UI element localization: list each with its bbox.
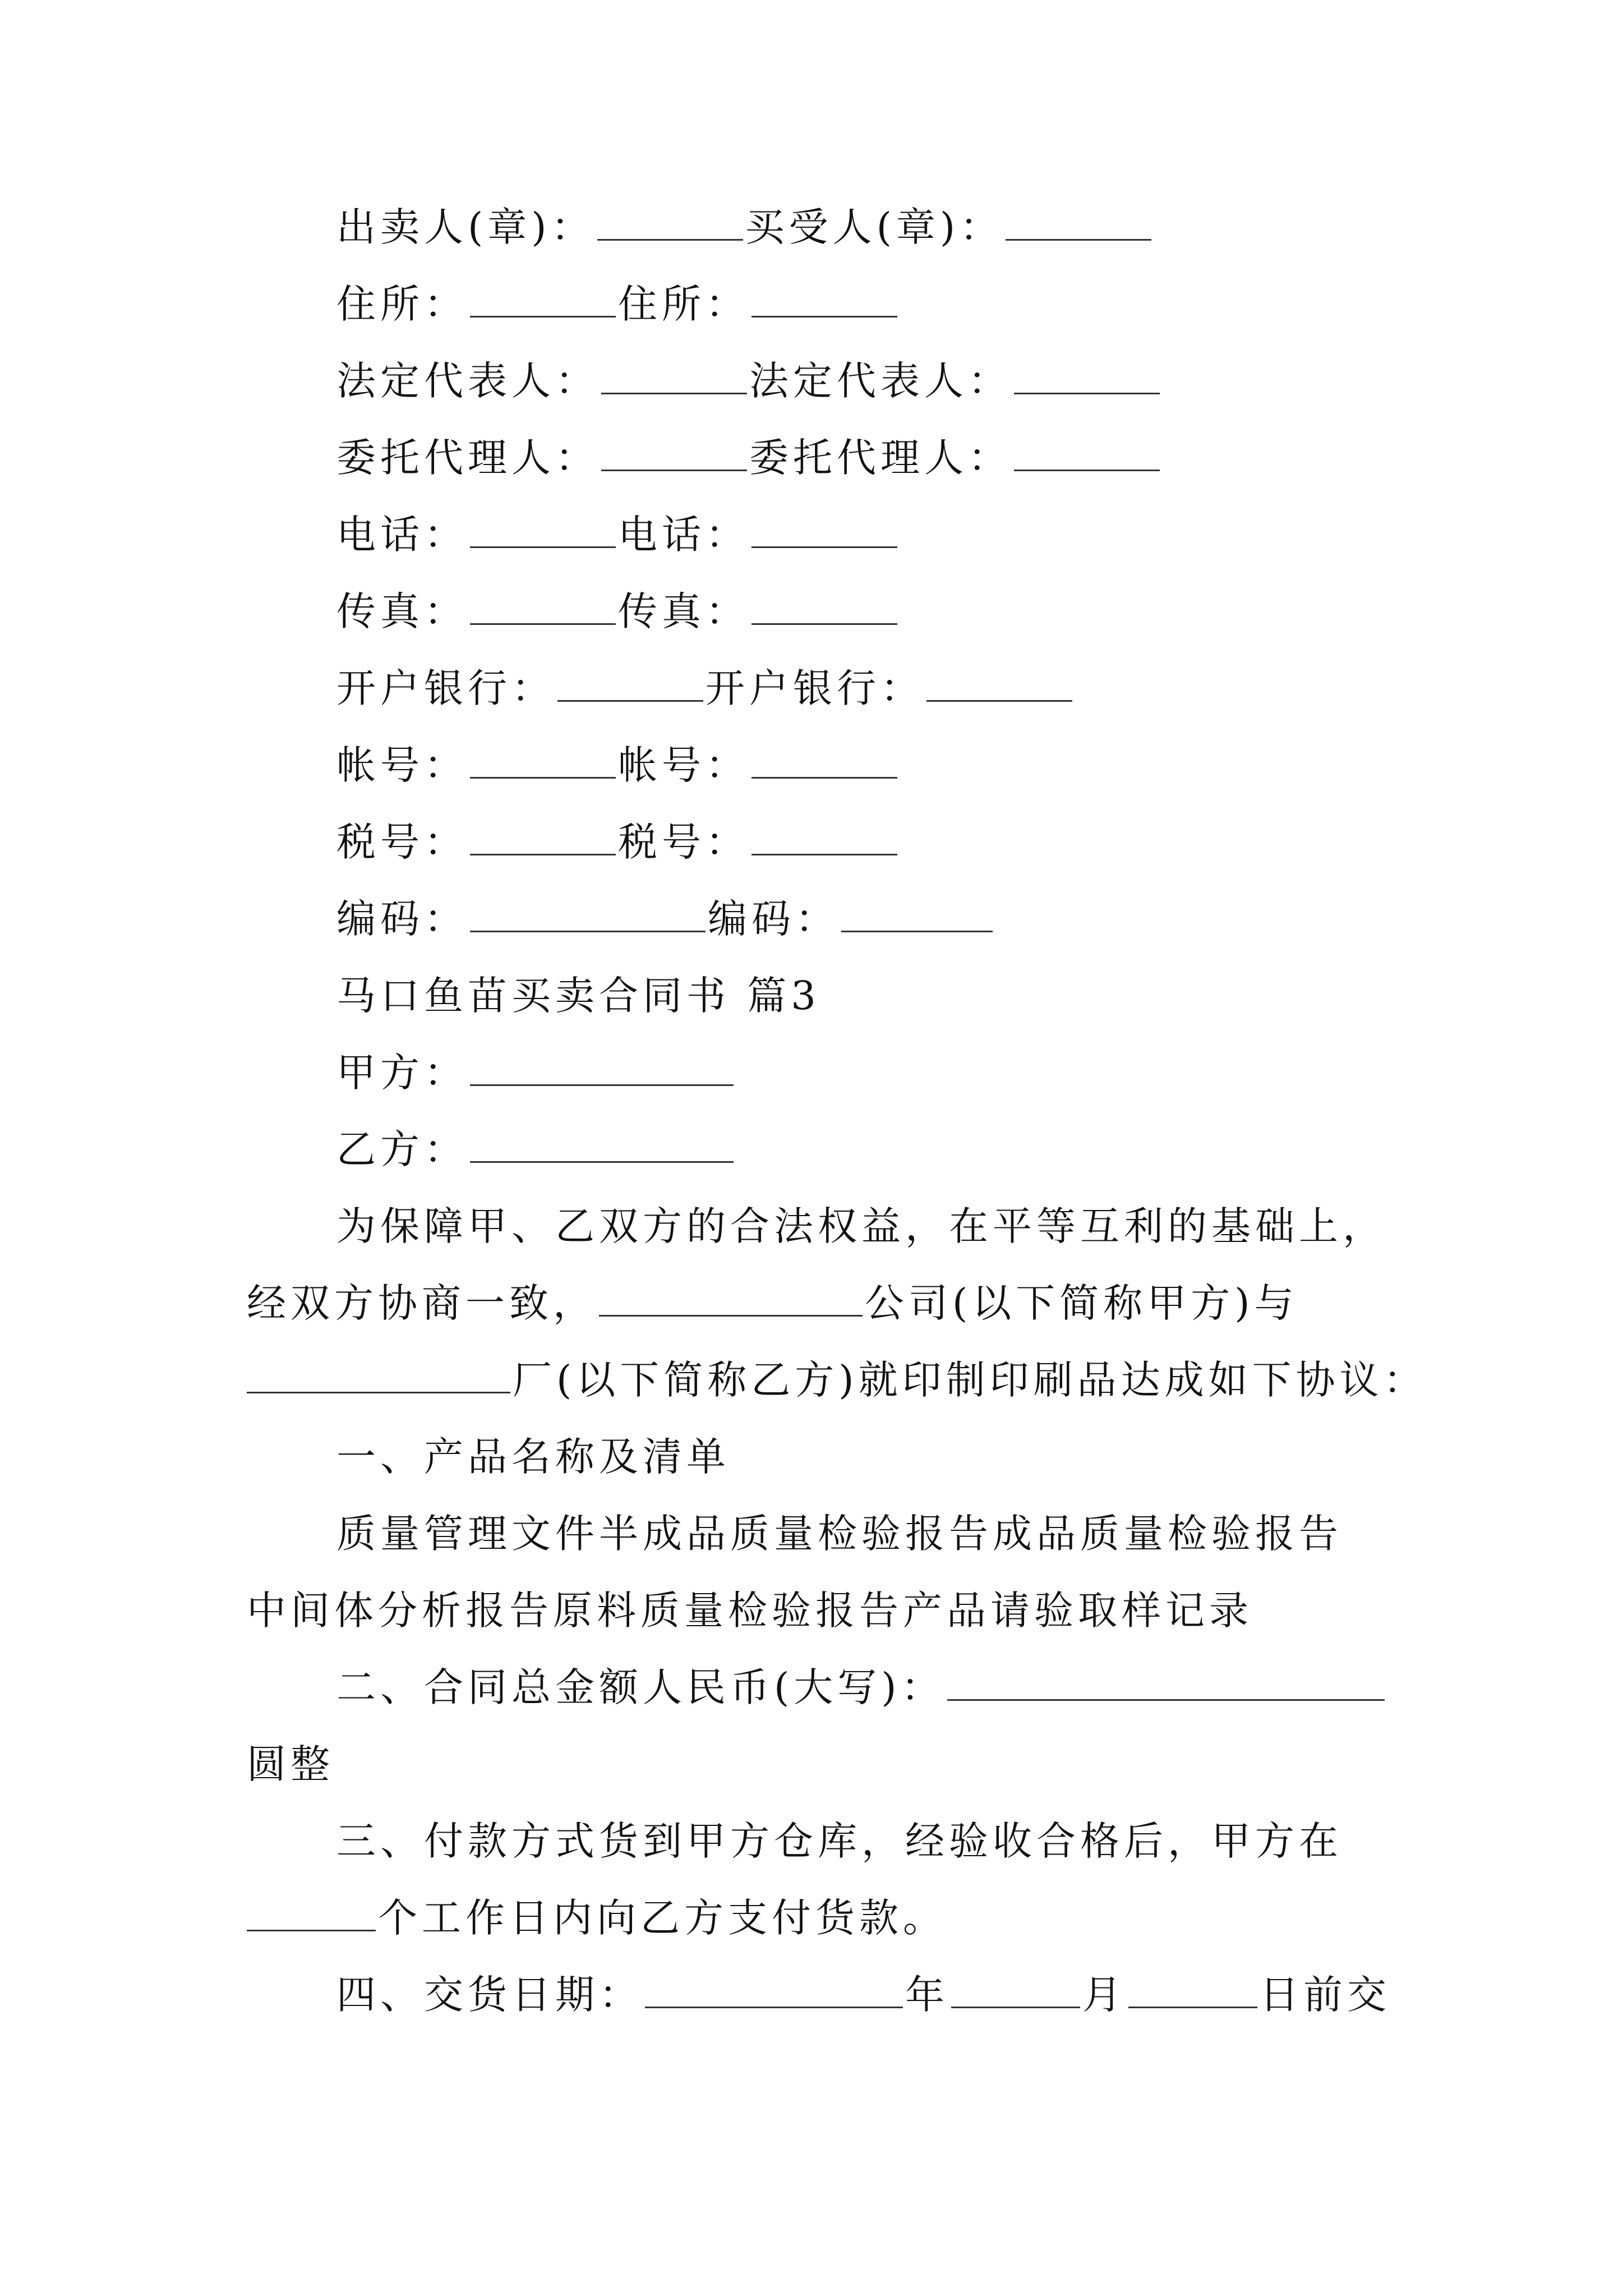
postcode-row: [336, 891, 995, 947]
buyer-legal-rep-label: 法定代表人：: [749, 358, 1012, 404]
para1-line1: 为保障甲、乙双方的合法权益，在平等互利的基础上，: [336, 1203, 1386, 1249]
seller-address-blank: [470, 281, 616, 318]
seller-tax-blank: [470, 819, 616, 855]
seller-account-blank: [470, 742, 616, 779]
buyer-seal-label: 买受人(章)：: [745, 204, 1004, 250]
seller-legal-rep-label: 法定代表人：: [336, 358, 599, 404]
party-a-row: [336, 1045, 736, 1101]
para1-line2-pre: 经双方协商一致，: [247, 1280, 597, 1326]
buyer-fax-label: 传真：: [618, 588, 749, 634]
item1-line1: 质量管理文件半成品质量检验报告成品质量检验报告: [336, 1511, 1343, 1557]
buyer-legal-rep-blank: [1014, 358, 1160, 394]
buyer-bank-label: 开户银行：: [706, 665, 924, 711]
seller-fax-blank: [470, 588, 616, 625]
buyer-postcode-label: 编码：: [708, 896, 839, 942]
seller-phone-blank: [470, 512, 616, 548]
seller-bank-blank: [557, 665, 703, 702]
account-row: [336, 737, 900, 793]
total-amount-blank: [947, 1664, 1385, 1701]
para1-line2-post: 公司(以下简称甲方)与: [865, 1280, 1298, 1326]
buyer-agent-blank: [1014, 435, 1160, 471]
item3-line2-post: 个工作日内向乙方支付货款。: [378, 1895, 947, 1941]
seller-address-label: 住所：: [336, 281, 468, 327]
buyer-account-label: 帐号：: [618, 742, 749, 788]
workdays-blank: [247, 1895, 376, 1931]
party-a-label: 甲方：: [336, 1050, 468, 1096]
seller-agent-label: 委托代理人：: [336, 435, 599, 481]
seller-account-label: 帐号：: [336, 742, 468, 788]
item3-line2: [247, 1890, 947, 1946]
delivery-day-label: 日前交: [1260, 1972, 1391, 2018]
seller-seal-label: 出卖人(章)：: [336, 204, 595, 250]
party-b-blank: [470, 1126, 734, 1163]
delivery-date-label: 四、交货日期：: [336, 1972, 643, 2018]
item4-line: [336, 1967, 1391, 2023]
buyer-bank-blank: [926, 665, 1072, 702]
item1-line2: 中间体分析报告原料质量检验报告产品请验取样记录: [247, 1588, 1253, 1634]
buyer-tax-label: 税号：: [618, 819, 749, 865]
seller-postcode-label: 编码：: [336, 896, 468, 942]
party-a-blank: [470, 1050, 734, 1086]
para1-line3-post: 厂(以下简称乙方)就印制印刷品达成如下协议：: [513, 1357, 1427, 1403]
item2-line1: [336, 1659, 1387, 1715]
delivery-year-blank: [645, 1972, 903, 2008]
seller-legal-rep-blank: [601, 358, 747, 394]
para1-line2: [247, 1275, 1298, 1331]
delivery-day-blank: [1128, 1972, 1257, 2008]
seller-seal-row: [336, 199, 1154, 255]
seller-postcode-blank: [470, 896, 706, 932]
party-b-label: 乙方：: [336, 1126, 468, 1172]
total-amount-label: 二、合同总金额人民币(大写)：: [336, 1664, 945, 1710]
legal-rep-row: [336, 353, 1162, 409]
buyer-address-blank: [751, 281, 897, 318]
section-title: 马口鱼苗买卖合同书 篇3: [336, 973, 820, 1019]
para1-line3: [247, 1352, 1427, 1408]
address-row: [336, 276, 900, 332]
buyer-address-label: 住所：: [618, 281, 749, 327]
delivery-month-label: 月: [1082, 1972, 1126, 2018]
seller-bank-label: 开户银行：: [336, 665, 555, 711]
buyer-tax-blank: [751, 819, 897, 855]
buyer-agent-label: 委托代理人：: [749, 435, 1012, 481]
factory-b-blank: [247, 1357, 510, 1393]
agent-row: [336, 430, 1162, 486]
buyer-phone-label: 电话：: [618, 512, 749, 558]
item1-title: 一、产品名称及清单: [336, 1434, 730, 1480]
tax-row: [336, 814, 900, 870]
buyer-phone-blank: [751, 512, 897, 548]
buyer-postcode-blank: [841, 896, 993, 932]
seller-tax-label: 税号：: [336, 819, 468, 865]
bank-row: [336, 660, 1075, 716]
item3-line1: 三、付款方式货到甲方仓库，经验收合格后，甲方在: [336, 1818, 1343, 1864]
fax-row: [336, 583, 900, 639]
delivery-month-blank: [951, 1972, 1080, 2008]
buyer-seal-blank: [1006, 204, 1151, 241]
buyer-fax-blank: [751, 588, 897, 625]
delivery-year-label: 年: [905, 1972, 949, 2018]
buyer-account-blank: [751, 742, 897, 779]
company-a-blank: [599, 1280, 863, 1317]
seller-phone-label: 电话：: [336, 512, 468, 558]
seller-agent-blank: [601, 435, 747, 471]
phone-row: [336, 507, 900, 563]
item2-line2: 圆整: [247, 1741, 334, 1787]
party-b-row: [336, 1121, 736, 1177]
seller-fax-label: 传真：: [336, 588, 468, 634]
seller-seal-blank: [597, 204, 743, 241]
